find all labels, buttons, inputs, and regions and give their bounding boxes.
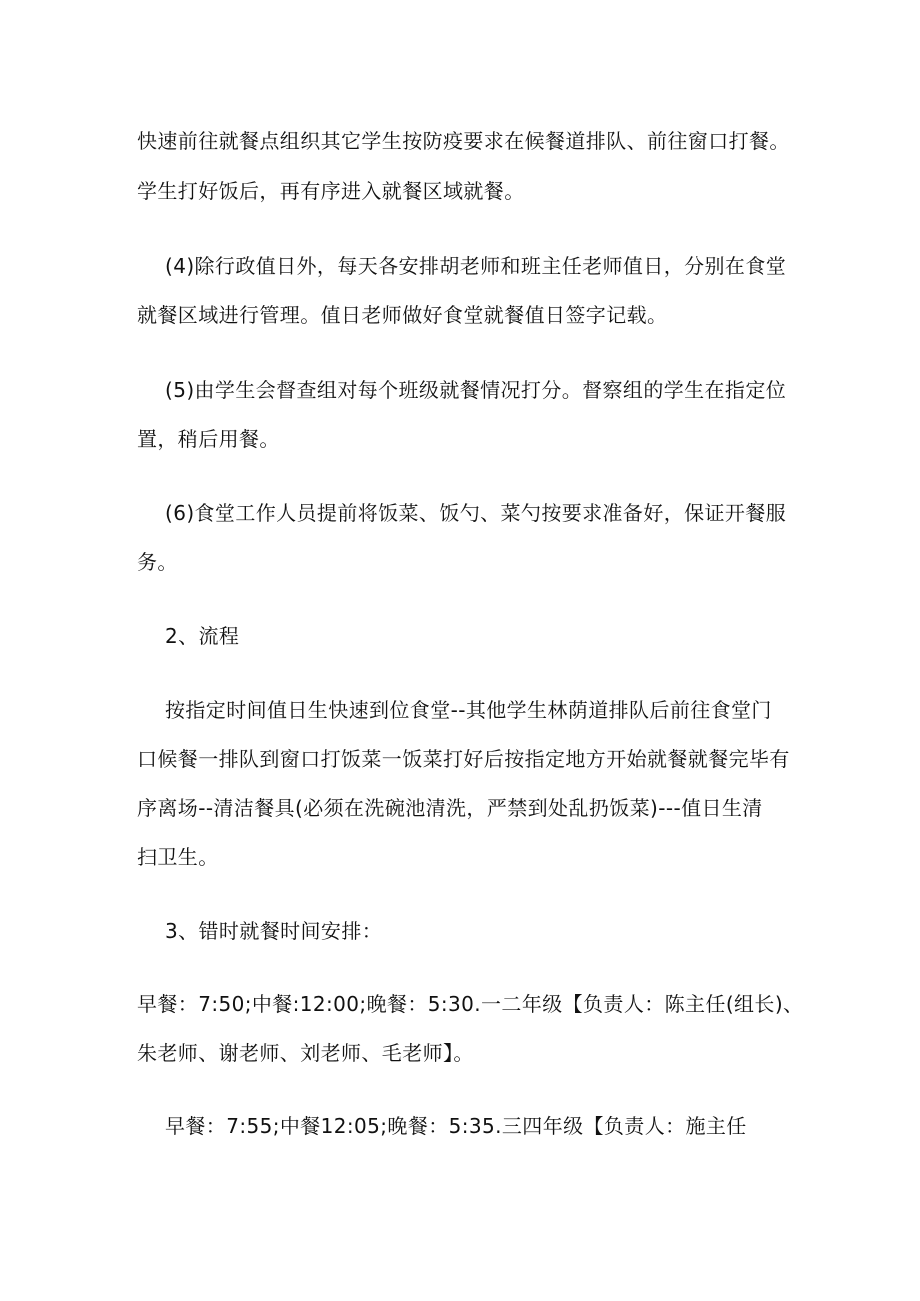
text-line: 早餐：7:50;中餐:12:00;晚餐：5:30.一二年级【负责人：陈主任(组长)、 bbox=[137, 992, 804, 1016]
text-line: 口候餐一排队到窗口打饭菜一饭菜打好后按指定地方开始就餐就餐完毕有 bbox=[137, 747, 790, 771]
text-line: (6)食堂工作人员提前将饭菜、饭勺、菜勺按要求准备好，保证开餐服 bbox=[165, 501, 787, 525]
heading-line: 2、流程 bbox=[165, 624, 240, 648]
text-line: 按指定时间值日生快速到位食堂--其他学生林荫道排队后前往食堂门 bbox=[165, 698, 772, 722]
text-line: 置，稍后用餐。 bbox=[137, 427, 280, 451]
text-line: 就餐区域进行管理。值日老师做好食堂就餐值日签字记载。 bbox=[137, 303, 668, 327]
text-line: 学生打好饭后，再有序进入就餐区域就餐。 bbox=[137, 179, 525, 203]
text-line: 快速前往就餐点组织其它学生按防疫要求在候餐道排队、前往窗口打餐。 bbox=[137, 129, 790, 153]
text-line: (5)由学生会督查组对每个班级就餐情况打分。督察组的学生在指定位 bbox=[165, 378, 787, 402]
text-line: 扫卫生。 bbox=[137, 845, 219, 869]
heading-line: 3、错时就餐时间安排： bbox=[165, 919, 383, 943]
text-line: (4)除行政值日外，每天各安排胡老师和班主任老师值日，分别在食堂 bbox=[165, 254, 787, 278]
text-line: 朱老师、谢老师、刘老师、毛老师】。 bbox=[137, 1041, 474, 1065]
text-line: 务。 bbox=[137, 550, 178, 574]
text-line: 序离场--清洁餐具(必须在洗碗池清洗，严禁到处乱扔饭菜)---值日生清 bbox=[137, 796, 763, 820]
text-line: 早餐：7:55;中餐12:05;晚餐：5:35.三四年级【负责人：施主任 bbox=[165, 1114, 747, 1138]
